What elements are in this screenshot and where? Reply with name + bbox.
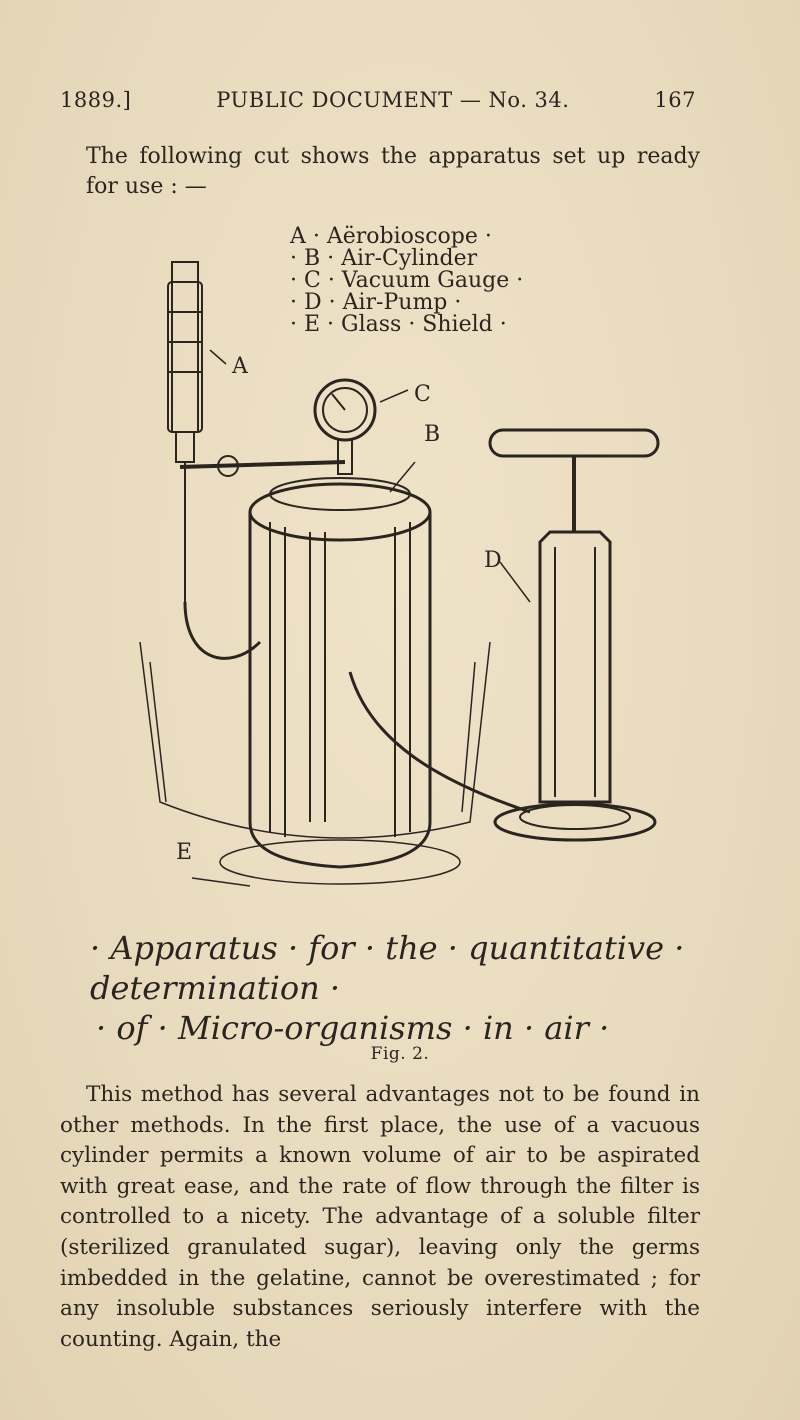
glass-shield-drawing xyxy=(140,642,490,884)
air-cylinder-drawing xyxy=(250,478,430,867)
intro-text: The following cut shows the apparatus set up ready for use : — xyxy=(86,144,700,199)
page-number: 167 xyxy=(654,88,696,112)
label-c: C xyxy=(414,382,431,407)
caption-line-2: · of · Micro-organisms · in · air · xyxy=(96,1009,610,1047)
figure-legend xyxy=(290,226,550,336)
legend-item-d: · D · Air-Pump · xyxy=(290,290,462,315)
label-e: E xyxy=(176,840,193,865)
legend-item-c: · C · Vacuum Gauge · xyxy=(290,268,524,293)
legend-item-e: · E · Glass · Shield · xyxy=(290,312,507,337)
aerobioscope-drawing xyxy=(168,262,202,602)
legend-item-a: A · Aërobioscope · xyxy=(290,224,492,249)
label-b: B xyxy=(424,422,441,447)
page-header xyxy=(60,88,696,122)
body-text: This method has several advantages not to be found in other methods. In the first place, the use of a vacuous cylinder permits a known volume of air to be aspirated with great ease, and the rate of flow through the filter is controlled to a nicety. The advantage of a soluble filter (sterilized granulated sugar), leaving only the germs imbedded in the gelatine, cannot be overestimated ; for any insoluble substances seriously interfere with the counting. Again, the xyxy=(60,1082,700,1352)
caption-line-1: · Apparatus · for · the · quantitative · determination · xyxy=(90,929,685,1007)
header-year: 1889.] xyxy=(60,88,132,112)
figure-caption xyxy=(60,928,740,1048)
legend-item-b: · B · Air-Cylinder xyxy=(290,246,478,271)
intro-paragraph xyxy=(60,142,700,202)
vacuum-gauge-drawing xyxy=(315,380,375,474)
header-title: PUBLIC DOCUMENT — No. 34. xyxy=(216,88,570,112)
label-d: D xyxy=(484,548,502,573)
label-a: A xyxy=(232,354,248,379)
body-paragraph xyxy=(60,1080,700,1355)
figure-number: Fig. 2. xyxy=(370,1044,430,1064)
air-pump-drawing xyxy=(490,430,658,840)
